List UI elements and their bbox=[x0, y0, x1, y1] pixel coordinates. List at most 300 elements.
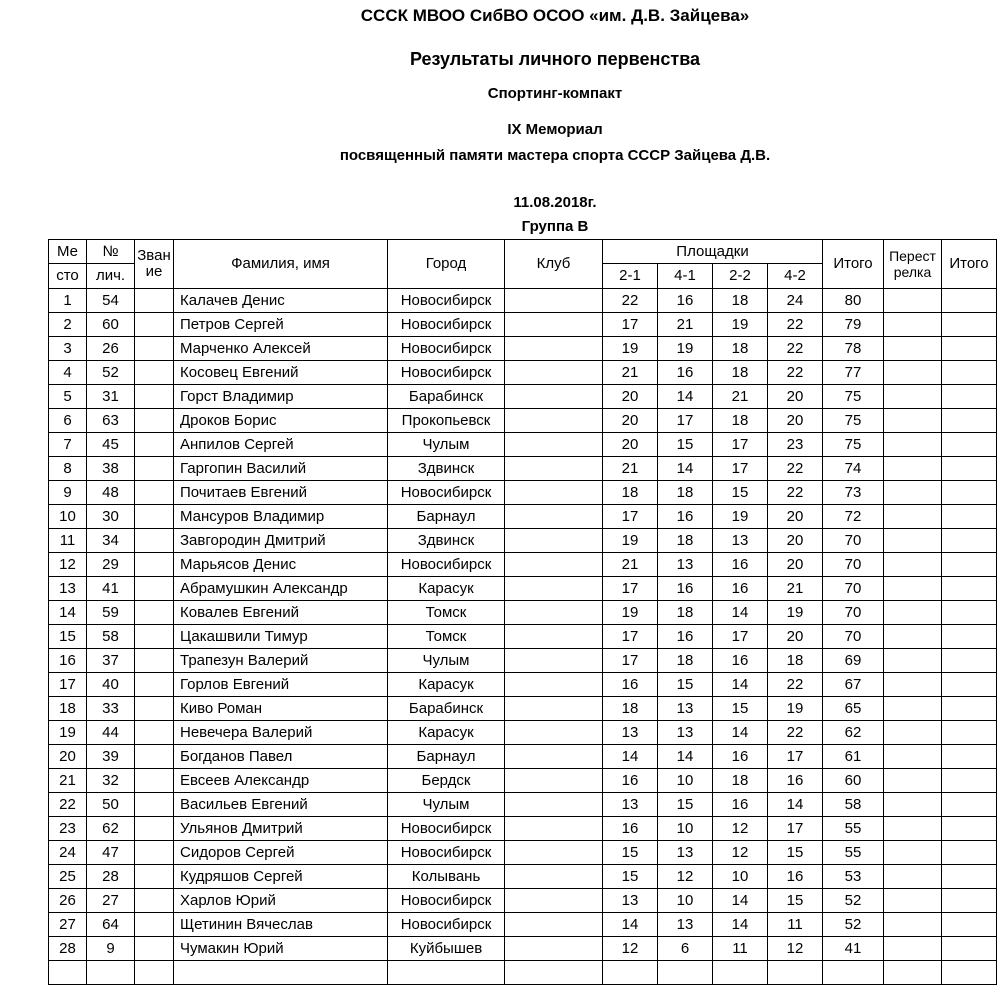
city-cell: Карасук bbox=[388, 721, 505, 745]
name-cell: Марьясов Денис bbox=[174, 553, 388, 577]
range-3-cell: 18 bbox=[713, 361, 768, 385]
club-cell bbox=[505, 649, 603, 673]
name-cell: Киво Роман bbox=[174, 697, 388, 721]
rank-cell bbox=[135, 529, 174, 553]
range-2-cell: 21 bbox=[658, 313, 713, 337]
range-1-cell: 20 bbox=[603, 433, 658, 457]
place-cell: 8 bbox=[49, 457, 87, 481]
shootoff-cell bbox=[884, 529, 942, 553]
shootoff-cell bbox=[884, 361, 942, 385]
city-cell: Колывань bbox=[388, 865, 505, 889]
city-cell: Здвинск bbox=[388, 457, 505, 481]
range-2-cell: 18 bbox=[658, 601, 713, 625]
range-4-cell: 24 bbox=[768, 289, 823, 313]
rank-cell bbox=[135, 505, 174, 529]
final-total-cell bbox=[942, 937, 997, 961]
range-3-cell: 12 bbox=[713, 841, 768, 865]
range-1-cell: 16 bbox=[603, 673, 658, 697]
final-total-cell bbox=[942, 433, 997, 457]
city-cell: Новосибирск bbox=[388, 481, 505, 505]
num-cell: 44 bbox=[87, 721, 135, 745]
range-4-cell: 15 bbox=[768, 889, 823, 913]
num-cell: 33 bbox=[87, 697, 135, 721]
num-cell: 50 bbox=[87, 793, 135, 817]
city-cell: Чулым bbox=[388, 793, 505, 817]
place-cell: 11 bbox=[49, 529, 87, 553]
total-cell: 52 bbox=[823, 913, 884, 937]
range-1-cell: 18 bbox=[603, 481, 658, 505]
rank-cell bbox=[135, 673, 174, 697]
shootoff-cell bbox=[884, 697, 942, 721]
place-cell: 28 bbox=[49, 937, 87, 961]
total-cell: 70 bbox=[823, 529, 884, 553]
range-1-cell: 17 bbox=[603, 505, 658, 529]
total-cell: 58 bbox=[823, 793, 884, 817]
club-cell bbox=[505, 457, 603, 481]
range-3-cell: 17 bbox=[713, 625, 768, 649]
city-cell: Новосибирск bbox=[388, 817, 505, 841]
city-cell: Барабинск bbox=[388, 697, 505, 721]
rank-cell bbox=[135, 385, 174, 409]
shootoff-cell bbox=[884, 817, 942, 841]
range-4-cell: 20 bbox=[768, 505, 823, 529]
club-cell bbox=[505, 961, 603, 985]
shootoff-cell bbox=[884, 601, 942, 625]
final-total-cell bbox=[942, 361, 997, 385]
range-2-cell: 6 bbox=[658, 937, 713, 961]
range-4-cell: 15 bbox=[768, 841, 823, 865]
total-cell: 55 bbox=[823, 841, 884, 865]
range-1-cell: 16 bbox=[603, 769, 658, 793]
rank-cell bbox=[135, 721, 174, 745]
shootoff-cell bbox=[884, 649, 942, 673]
place-cell: 23 bbox=[49, 817, 87, 841]
total-cell: 75 bbox=[823, 385, 884, 409]
num-cell: 39 bbox=[87, 745, 135, 769]
col-place-header: Ме bbox=[49, 240, 87, 264]
num-cell: 47 bbox=[87, 841, 135, 865]
discipline-title: Спортинг-компакт bbox=[487, 85, 623, 102]
range-4-cell: 17 bbox=[768, 745, 823, 769]
range-2-cell: 15 bbox=[658, 793, 713, 817]
num-cell: 40 bbox=[87, 673, 135, 697]
table-row bbox=[49, 649, 997, 673]
shootoff-cell bbox=[884, 409, 942, 433]
name-cell: Горлов Евгений bbox=[174, 673, 388, 697]
club-cell bbox=[505, 409, 603, 433]
shootoff-cell bbox=[884, 841, 942, 865]
col-ranges-header: Площадки bbox=[603, 240, 823, 264]
range-3-cell: 16 bbox=[713, 577, 768, 601]
place-cell: 24 bbox=[49, 841, 87, 865]
range-2-cell: 12 bbox=[658, 865, 713, 889]
num-cell: 26 bbox=[87, 337, 135, 361]
city-cell: Новосибирск bbox=[388, 553, 505, 577]
final-total-cell bbox=[942, 529, 997, 553]
final-total-cell bbox=[942, 313, 997, 337]
city-cell: Новосибирск bbox=[388, 889, 505, 913]
total-cell: 52 bbox=[823, 889, 884, 913]
club-cell bbox=[505, 361, 603, 385]
place-cell: 6 bbox=[49, 409, 87, 433]
shootoff-cell bbox=[884, 433, 942, 457]
range-2-cell: 16 bbox=[658, 625, 713, 649]
range-3-cell: 12 bbox=[713, 817, 768, 841]
table-row bbox=[49, 889, 997, 913]
col-range-4-header: 4-2 bbox=[768, 264, 823, 289]
shootoff-cell bbox=[884, 625, 942, 649]
name-cell: Марченко Алексей bbox=[174, 337, 388, 361]
table-row bbox=[49, 457, 997, 481]
range-3-cell: 16 bbox=[713, 649, 768, 673]
range-3-cell: 11 bbox=[713, 937, 768, 961]
name-cell: Петров Сергей bbox=[174, 313, 388, 337]
place-cell: 25 bbox=[49, 865, 87, 889]
club-cell bbox=[505, 385, 603, 409]
range-3-cell: 16 bbox=[713, 745, 768, 769]
club-cell bbox=[505, 433, 603, 457]
range-4-cell: 20 bbox=[768, 625, 823, 649]
table-row bbox=[49, 577, 997, 601]
range-1-cell: 17 bbox=[603, 577, 658, 601]
num-cell: 48 bbox=[87, 481, 135, 505]
final-total-cell bbox=[942, 769, 997, 793]
table-row bbox=[49, 313, 997, 337]
num-cell: 30 bbox=[87, 505, 135, 529]
range-4-cell: 22 bbox=[768, 721, 823, 745]
city-cell: Карасук bbox=[388, 673, 505, 697]
total-cell: 79 bbox=[823, 313, 884, 337]
range-1-cell: 13 bbox=[603, 793, 658, 817]
col-range-3-header: 2-2 bbox=[713, 264, 768, 289]
range-2-cell: 14 bbox=[658, 385, 713, 409]
range-4-cell: 22 bbox=[768, 361, 823, 385]
total-cell: 75 bbox=[823, 433, 884, 457]
range-1-cell: 18 bbox=[603, 697, 658, 721]
final-total-cell bbox=[942, 721, 997, 745]
organization-title: СССК МВОО СибВО ОСОО «им. Д.В. Зайцева» bbox=[360, 6, 750, 25]
col-total-header: Итого bbox=[823, 240, 884, 289]
table-row bbox=[49, 673, 997, 697]
name-cell: Невечера Валерий bbox=[174, 721, 388, 745]
total-cell: 70 bbox=[823, 625, 884, 649]
rank-cell bbox=[135, 457, 174, 481]
city-cell: Новосибирск bbox=[388, 841, 505, 865]
num-cell: 34 bbox=[87, 529, 135, 553]
range-3-cell: 18 bbox=[713, 289, 768, 313]
shootoff-cell bbox=[884, 889, 942, 913]
range-4-cell: 21 bbox=[768, 577, 823, 601]
num-cell: 54 bbox=[87, 289, 135, 313]
shootoff-cell bbox=[884, 289, 942, 313]
table-row bbox=[49, 769, 997, 793]
shootoff-cell bbox=[884, 721, 942, 745]
city-cell: Томск bbox=[388, 625, 505, 649]
place-cell: 9 bbox=[49, 481, 87, 505]
num-cell: 28 bbox=[87, 865, 135, 889]
col-final-total-header: Итого bbox=[942, 240, 997, 289]
range-1-cell: 12 bbox=[603, 937, 658, 961]
range-1-cell: 17 bbox=[603, 625, 658, 649]
table-row bbox=[49, 433, 997, 457]
total-cell bbox=[823, 961, 884, 985]
range-3-cell: 16 bbox=[713, 793, 768, 817]
dedication-text: посвященный памяти мастера спорта СССР Зайцева Д.В. bbox=[339, 147, 771, 164]
range-3-cell: 10 bbox=[713, 865, 768, 889]
table-row bbox=[49, 817, 997, 841]
range-2-cell: 14 bbox=[658, 457, 713, 481]
name-cell: Сидоров Сергей bbox=[174, 841, 388, 865]
club-cell bbox=[505, 769, 603, 793]
rank-cell bbox=[135, 745, 174, 769]
range-1-cell: 16 bbox=[603, 817, 658, 841]
name-cell: Дроков Борис bbox=[174, 409, 388, 433]
rank-cell bbox=[135, 793, 174, 817]
range-2-cell: 13 bbox=[658, 553, 713, 577]
range-3-cell: 18 bbox=[713, 337, 768, 361]
rank-cell bbox=[135, 841, 174, 865]
name-cell: Цакашвили Тимур bbox=[174, 625, 388, 649]
range-3-cell: 14 bbox=[713, 601, 768, 625]
col-city-header: Город bbox=[388, 240, 505, 289]
total-cell: 69 bbox=[823, 649, 884, 673]
table-row bbox=[49, 337, 997, 361]
final-total-cell bbox=[942, 817, 997, 841]
final-total-cell bbox=[942, 481, 997, 505]
city-cell: Барабинск bbox=[388, 385, 505, 409]
range-2-cell: 10 bbox=[658, 889, 713, 913]
col-rank-top: Зван bbox=[137, 247, 171, 264]
range-3-cell: 14 bbox=[713, 913, 768, 937]
final-total-cell bbox=[942, 385, 997, 409]
range-3-cell: 14 bbox=[713, 889, 768, 913]
place-cell bbox=[49, 961, 87, 985]
club-cell bbox=[505, 481, 603, 505]
city-cell: Томск bbox=[388, 601, 505, 625]
total-cell: 78 bbox=[823, 337, 884, 361]
rank-cell bbox=[135, 433, 174, 457]
rank-cell bbox=[135, 481, 174, 505]
total-cell: 77 bbox=[823, 361, 884, 385]
range-1-cell: 17 bbox=[603, 649, 658, 673]
name-cell: Завгородин Дмитрий bbox=[174, 529, 388, 553]
table-row bbox=[49, 697, 997, 721]
place-cell: 1 bbox=[49, 289, 87, 313]
city-cell: Барнаул bbox=[388, 505, 505, 529]
city-cell: Прокопьевск bbox=[388, 409, 505, 433]
range-4-cell: 22 bbox=[768, 337, 823, 361]
club-cell bbox=[505, 673, 603, 697]
city-cell: Барнаул bbox=[388, 745, 505, 769]
shootoff-cell bbox=[884, 937, 942, 961]
num-cell: 38 bbox=[87, 457, 135, 481]
total-cell: 73 bbox=[823, 481, 884, 505]
col-num-header-bottom: лич. bbox=[87, 264, 135, 289]
col-rank-bottom: ие bbox=[145, 263, 163, 280]
club-cell bbox=[505, 697, 603, 721]
shootoff-cell bbox=[884, 577, 942, 601]
name-cell: Евсеев Александр bbox=[174, 769, 388, 793]
range-1-cell: 20 bbox=[603, 385, 658, 409]
range-2-cell: 13 bbox=[658, 841, 713, 865]
place-cell: 5 bbox=[49, 385, 87, 409]
place-cell: 10 bbox=[49, 505, 87, 529]
range-3-cell: 15 bbox=[713, 697, 768, 721]
rank-cell bbox=[135, 865, 174, 889]
name-cell: Чумакин Юрий bbox=[174, 937, 388, 961]
num-cell: 52 bbox=[87, 361, 135, 385]
place-cell: 17 bbox=[49, 673, 87, 697]
num-cell: 62 bbox=[87, 817, 135, 841]
range-4-cell: 22 bbox=[768, 457, 823, 481]
num-cell: 58 bbox=[87, 625, 135, 649]
num-cell: 64 bbox=[87, 913, 135, 937]
range-4-cell: 22 bbox=[768, 313, 823, 337]
club-cell bbox=[505, 505, 603, 529]
range-2-cell: 18 bbox=[658, 529, 713, 553]
final-total-cell bbox=[942, 625, 997, 649]
shootoff-cell bbox=[884, 505, 942, 529]
table-row bbox=[49, 481, 997, 505]
range-1-cell: 20 bbox=[603, 409, 658, 433]
table-row bbox=[49, 385, 997, 409]
rank-cell bbox=[135, 649, 174, 673]
range-3-cell: 13 bbox=[713, 529, 768, 553]
rank-cell bbox=[135, 937, 174, 961]
total-cell: 53 bbox=[823, 865, 884, 889]
city-cell: Куйбышев bbox=[388, 937, 505, 961]
shootoff-cell bbox=[884, 313, 942, 337]
name-cell: Ковалев Евгений bbox=[174, 601, 388, 625]
rank-cell bbox=[135, 913, 174, 937]
total-cell: 55 bbox=[823, 817, 884, 841]
results-body bbox=[49, 289, 997, 985]
club-cell bbox=[505, 337, 603, 361]
name-cell: Мансуров Владимир bbox=[174, 505, 388, 529]
col-rank-header bbox=[135, 240, 174, 289]
col-name-header: Фамилия, имя bbox=[174, 240, 388, 289]
name-cell bbox=[174, 961, 388, 985]
city-cell: Новосибирск bbox=[388, 337, 505, 361]
range-4-cell: 17 bbox=[768, 817, 823, 841]
range-2-cell: 18 bbox=[658, 481, 713, 505]
shootoff-cell bbox=[884, 457, 942, 481]
shootoff-cell bbox=[884, 913, 942, 937]
range-2-cell: 13 bbox=[658, 721, 713, 745]
name-cell: Калачев Денис bbox=[174, 289, 388, 313]
shootoff-cell bbox=[884, 385, 942, 409]
club-cell bbox=[505, 313, 603, 337]
name-cell: Абрамушкин Александр bbox=[174, 577, 388, 601]
rank-cell bbox=[135, 601, 174, 625]
range-1-cell: 15 bbox=[603, 865, 658, 889]
range-4-cell: 22 bbox=[768, 481, 823, 505]
range-4-cell: 20 bbox=[768, 529, 823, 553]
place-cell: 15 bbox=[49, 625, 87, 649]
city-cell: Новосибирск bbox=[388, 289, 505, 313]
range-3-cell: 15 bbox=[713, 481, 768, 505]
range-4-cell: 20 bbox=[768, 409, 823, 433]
city-cell: Карасук bbox=[388, 577, 505, 601]
range-4-cell: 14 bbox=[768, 793, 823, 817]
rank-cell bbox=[135, 313, 174, 337]
col-shootoff-top: Перест bbox=[889, 248, 936, 264]
range-2-cell bbox=[658, 961, 713, 985]
final-total-cell bbox=[942, 505, 997, 529]
range-2-cell: 17 bbox=[658, 409, 713, 433]
num-cell: 31 bbox=[87, 385, 135, 409]
rank-cell bbox=[135, 337, 174, 361]
place-cell: 20 bbox=[49, 745, 87, 769]
range-3-cell: 16 bbox=[713, 553, 768, 577]
shootoff-cell bbox=[884, 553, 942, 577]
final-total-cell bbox=[942, 841, 997, 865]
range-2-cell: 16 bbox=[658, 361, 713, 385]
table-row bbox=[49, 601, 997, 625]
total-cell: 70 bbox=[823, 601, 884, 625]
table-row bbox=[49, 793, 997, 817]
num-cell: 37 bbox=[87, 649, 135, 673]
num-cell: 9 bbox=[87, 937, 135, 961]
shootoff-cell bbox=[884, 337, 942, 361]
final-total-cell bbox=[942, 289, 997, 313]
final-total-cell bbox=[942, 745, 997, 769]
total-cell: 65 bbox=[823, 697, 884, 721]
club-cell bbox=[505, 289, 603, 313]
table-row bbox=[49, 409, 997, 433]
place-cell: 19 bbox=[49, 721, 87, 745]
range-4-cell: 20 bbox=[768, 385, 823, 409]
total-cell: 75 bbox=[823, 409, 884, 433]
total-cell: 41 bbox=[823, 937, 884, 961]
range-4-cell: 19 bbox=[768, 601, 823, 625]
results-table bbox=[48, 239, 997, 985]
club-cell bbox=[505, 577, 603, 601]
city-cell: Чулым bbox=[388, 649, 505, 673]
total-cell: 70 bbox=[823, 553, 884, 577]
range-2-cell: 14 bbox=[658, 745, 713, 769]
place-cell: 18 bbox=[49, 697, 87, 721]
range-3-cell: 14 bbox=[713, 721, 768, 745]
rank-cell bbox=[135, 817, 174, 841]
final-total-cell bbox=[942, 865, 997, 889]
shootoff-cell bbox=[884, 745, 942, 769]
range-2-cell: 16 bbox=[658, 289, 713, 313]
place-cell: 12 bbox=[49, 553, 87, 577]
place-cell: 14 bbox=[49, 601, 87, 625]
final-total-cell bbox=[942, 577, 997, 601]
rank-cell bbox=[135, 553, 174, 577]
city-cell: Новосибирск bbox=[388, 913, 505, 937]
table-row bbox=[49, 721, 997, 745]
range-1-cell: 21 bbox=[603, 553, 658, 577]
city-cell: Здвинск bbox=[388, 529, 505, 553]
num-cell: 41 bbox=[87, 577, 135, 601]
range-3-cell: 17 bbox=[713, 433, 768, 457]
total-cell: 72 bbox=[823, 505, 884, 529]
range-1-cell: 21 bbox=[603, 457, 658, 481]
event-date: 11.08.2018г. bbox=[513, 194, 597, 211]
club-cell bbox=[505, 889, 603, 913]
range-4-cell: 16 bbox=[768, 769, 823, 793]
memorial-title: IX Мемориал bbox=[507, 121, 603, 138]
rank-cell bbox=[135, 289, 174, 313]
rank-cell bbox=[135, 769, 174, 793]
col-club-header: Клуб bbox=[505, 240, 603, 289]
num-cell: 63 bbox=[87, 409, 135, 433]
total-cell: 62 bbox=[823, 721, 884, 745]
name-cell: Богданов Павел bbox=[174, 745, 388, 769]
